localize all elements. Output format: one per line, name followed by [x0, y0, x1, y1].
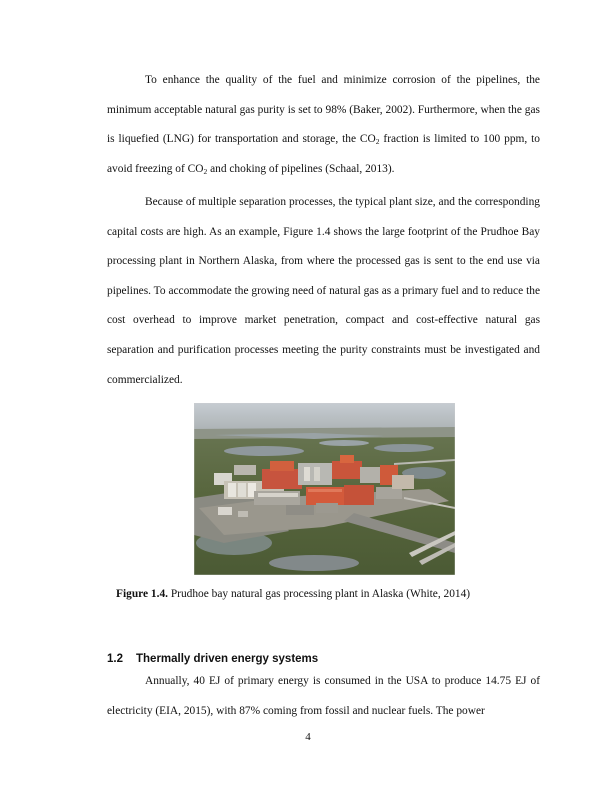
page-number: 4 [305, 731, 311, 743]
paragraph-plant-size: Because of multiple separation processes, the typical plant size, and the corresponding capital costs are high. As an example, Figure 1.4 shows the large footprint of the Prudhoe Bay processing plant in Northern Alaska, from where the processed gas is sent to the end use via pipelines. To accommodate the growing need of natural gas as a primary fuel and to reduce the cost overhead to improve market penetration, compact and cost-effective natural gas separation and purification processes meeting the purity constraints must be investigated and commercialized. [107, 196, 540, 386]
section-heading [107, 651, 540, 667]
prudhoe-bay-plant-photo [194, 403, 455, 575]
figure-label: Figure 1.4. [116, 588, 168, 600]
paragraph-primary-energy: Annually, 40 EJ of primary energy is consumed in the USA to produce 14.75 EJ of electricity (EIA, 2015), with 87% coming from fossil and nuclear fuels. The power [107, 675, 540, 717]
figure-caption-text: Prudhoe bay natural gas processing plant in Alaska (White, 2014) [168, 588, 471, 600]
section-number: 1.2 [107, 653, 123, 665]
paragraph-fuel-quality: To enhance the quality of the fuel and minimize corrosion of the pipelines, the minimum acceptable natural gas purity is set to 98% (Baker, 2002). Furthermore, when the gas is liquefied (LNG) for transportation and storage, the $CO_2$ fraction is limited to 100 ppm, to avoid freezing of $CO_2$ and choking of pipelines (Schaal, 2013). [107, 74, 540, 176]
figure-caption [116, 586, 536, 602]
section-title: Thermally driven energy systems [136, 653, 319, 665]
